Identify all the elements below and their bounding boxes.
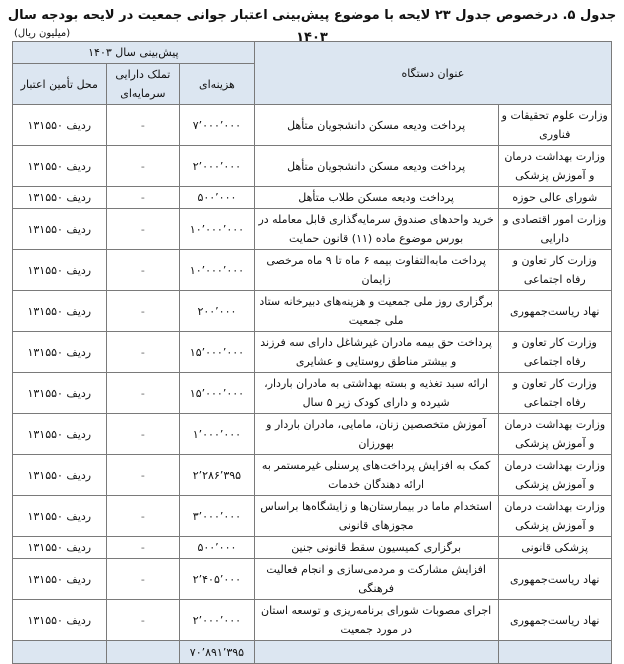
- table-row: [13, 332, 612, 373]
- cell-expense: ۵۰۰٬۰۰۰: [180, 187, 255, 209]
- cell-org: وزارت بهداشت درمان و آموزش پزشکی: [498, 455, 611, 496]
- header-funding: محل تأمین اعتبار: [13, 64, 107, 105]
- cell-capital: -: [106, 414, 180, 455]
- cell-capital: -: [106, 105, 180, 146]
- cell-capital: -: [106, 559, 180, 600]
- cell-expense: ۲٬۲۸۶٬۳۹۵: [180, 455, 255, 496]
- cell-description: ارائه سبد تغذیه و بسته بهداشتی به مادران باردار، شیرده و دارای کودک زیر ۵ سال: [254, 373, 498, 414]
- cell-org: وزارت بهداشت درمان و آموزش پزشکی: [498, 146, 611, 187]
- table-row: [13, 291, 612, 332]
- table-row: [13, 105, 612, 146]
- cell-org: شورای عالی حوزه: [498, 187, 611, 209]
- cell-description: برگزاری روز ملی جمعیت و هزینه‌های دبیرخانه ستاد ملی جمعیت: [254, 291, 498, 332]
- header-expense: هزینه‌ای: [180, 64, 255, 105]
- cell-expense: ۵۰۰٬۰۰۰: [180, 537, 255, 559]
- header-forecast: پیش‌بینی سال ۱۴۰۳: [13, 42, 255, 64]
- cell-expense: ۲٬۰۰۰٬۰۰۰: [180, 146, 255, 187]
- table-row: [13, 455, 612, 496]
- table-row: [13, 146, 612, 187]
- table-row: [13, 537, 612, 559]
- cell-capital: -: [106, 332, 180, 373]
- table-row: [13, 250, 612, 291]
- cell-funding: ردیف ۱۳۱۵۵۰: [13, 496, 107, 537]
- total-row: [13, 641, 612, 664]
- cell-funding: ردیف ۱۳۱۵۵۰: [13, 373, 107, 414]
- table-row: [13, 496, 612, 537]
- cell-expense: ۷٬۰۰۰٬۰۰۰: [180, 105, 255, 146]
- cell-org: وزارت کار تعاون و رفاه اجتماعی: [498, 332, 611, 373]
- cell-funding: ردیف ۱۳۱۵۵۰: [13, 537, 107, 559]
- cell-funding: ردیف ۱۳۱۵۵۰: [13, 146, 107, 187]
- cell-expense: ۲۰۰٬۰۰۰: [180, 291, 255, 332]
- cell-description: خرید واحدهای صندوق سرمایه‌گذاری قابل معامله در بورس موضوع ماده (۱۱) قانون حمایت: [254, 209, 498, 250]
- cell-description: پرداخت مابه‌التفاوت بیمه ۶ ماه تا ۹ ماه مرخصی زایمان: [254, 250, 498, 291]
- cell-org: وزارت کار تعاون و رفاه اجتماعی: [498, 373, 611, 414]
- cell-funding: ردیف ۱۳۱۵۵۰: [13, 600, 107, 641]
- cell-org: پزشکی قانونی: [498, 537, 611, 559]
- cell-org: نهاد ریاست‌جمهوری: [498, 291, 611, 332]
- cell-org: وزارت امور اقتصادی و دارایی: [498, 209, 611, 250]
- cell-capital: -: [106, 291, 180, 332]
- table-row: [13, 600, 612, 641]
- cell-description: اجرای مصوبات شورای برنامه‌ریزی و توسعه استان در مورد جمعیت: [254, 600, 498, 641]
- cell-org: وزارت کار تعاون و رفاه اجتماعی: [498, 250, 611, 291]
- total-empty-cell: [254, 641, 498, 664]
- cell-funding: ردیف ۱۳۱۵۵۰: [13, 332, 107, 373]
- cell-capital: -: [106, 373, 180, 414]
- total-empty-cell: [106, 641, 180, 664]
- cell-description: کمک به افزایش پرداخت‌های پرسنلی غیرمستمر به ارائه دهندگان خدمات: [254, 455, 498, 496]
- cell-expense: ۱۵٬۰۰۰٬۰۰۰: [180, 373, 255, 414]
- cell-capital: -: [106, 455, 180, 496]
- cell-capital: -: [106, 537, 180, 559]
- cell-expense: ۱۵٬۰۰۰٬۰۰۰: [180, 332, 255, 373]
- cell-description: استخدام ماما در بیمارستان‌ها و زایشگاه‌ها براساس مجوزهای قانونی: [254, 496, 498, 537]
- cell-funding: ردیف ۱۳۱۵۵۰: [13, 455, 107, 496]
- cell-expense: ۱۰٬۰۰۰٬۰۰۰: [180, 250, 255, 291]
- cell-org: وزارت علوم تحقیقات و فناوری: [498, 105, 611, 146]
- cell-description: پرداخت حق بیمه مادران غیرشاغل دارای سه فرزند و بیشتر مناطق روستایی و عشایری: [254, 332, 498, 373]
- cell-expense: ۲٬۴۰۵٬۰۰۰: [180, 559, 255, 600]
- total-expense: ۷۰٬۸۹۱٬۳۹۵: [180, 641, 255, 664]
- cell-description: پرداخت ودیعه مسکن طلاب متأهل: [254, 187, 498, 209]
- total-empty-cell: [498, 641, 611, 664]
- cell-org: وزارت بهداشت درمان و آموزش پزشکی: [498, 496, 611, 537]
- header-org: عنوان دستگاه: [254, 42, 611, 105]
- table-row: [13, 373, 612, 414]
- unit-label: (میلیون ریال): [14, 28, 71, 39]
- cell-description: برگزاری کمیسیون سقط قانونی جنین: [254, 537, 498, 559]
- cell-funding: ردیف ۱۳۱۵۵۰: [13, 291, 107, 332]
- table-row: [13, 209, 612, 250]
- cell-org: نهاد ریاست‌جمهوری: [498, 559, 611, 600]
- cell-funding: ردیف ۱۳۱۵۵۰: [13, 414, 107, 455]
- cell-org: وزارت بهداشت درمان و آموزش پزشکی: [498, 414, 611, 455]
- total-empty-cell: [13, 641, 107, 664]
- cell-expense: ۳٬۰۰۰٬۰۰۰: [180, 496, 255, 537]
- cell-funding: ردیف ۱۳۱۵۵۰: [13, 209, 107, 250]
- cell-funding: ردیف ۱۳۱۵۵۰: [13, 105, 107, 146]
- cell-description: آموزش متخصصین زنان، مامایی، مادران باردار و بهورزان: [254, 414, 498, 455]
- table-row: [13, 559, 612, 600]
- cell-capital: -: [106, 496, 180, 537]
- cell-description: پرداخت ودیعه مسکن دانشجویان متأهل: [254, 105, 498, 146]
- header-capital: تملک دارایی سرمایه‌ای: [106, 64, 180, 105]
- cell-expense: ۲٬۰۰۰٬۰۰۰: [180, 600, 255, 641]
- cell-funding: ردیف ۱۳۱۵۵۰: [13, 559, 107, 600]
- table-title: جدول ۵. درخصوص جدول ۲۳ لایحه با موضوع پیش‌بینی اعتبار جوانی جمعیت در لایحه بودجه سال ۱۴۰۳: [7, 8, 617, 45]
- cell-capital: -: [106, 600, 180, 641]
- cell-funding: ردیف ۱۳۱۵۵۰: [13, 250, 107, 291]
- table-row: [13, 187, 612, 209]
- cell-expense: ۱٬۰۰۰٬۰۰۰: [180, 414, 255, 455]
- budget-table: [12, 41, 612, 664]
- cell-description: افزایش مشارکت و مردمی‌سازی و انجام فعالیت فرهنگی: [254, 559, 498, 600]
- cell-capital: -: [106, 146, 180, 187]
- cell-funding: ردیف ۱۳۱۵۵۰: [13, 187, 107, 209]
- cell-description: پرداخت ودیعه مسکن دانشجویان متأهل: [254, 146, 498, 187]
- table-row: [13, 414, 612, 455]
- cell-capital: -: [106, 209, 180, 250]
- cell-expense: ۱۰٬۰۰۰٬۰۰۰: [180, 209, 255, 250]
- cell-capital: -: [106, 250, 180, 291]
- cell-org: نهاد ریاست‌جمهوری: [498, 600, 611, 641]
- cell-capital: -: [106, 187, 180, 209]
